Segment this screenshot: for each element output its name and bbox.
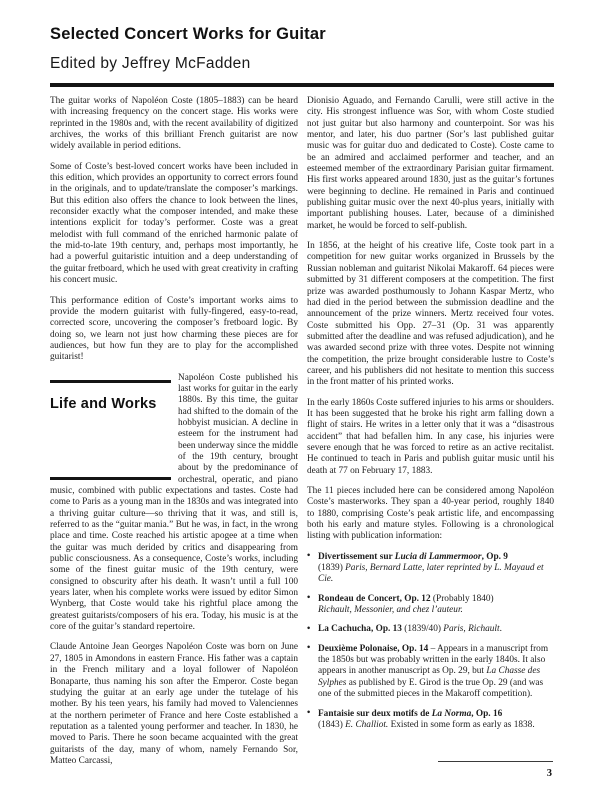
page-title: Selected Concert Works for Guitar <box>50 25 326 43</box>
list-item-work <box>307 594 554 617</box>
work-entry-text: Fantaisie sur deux motifs de La Norma, Op. 16 (1843) E. Challiot. Existed in some form as early as 1838. <box>318 708 535 730</box>
list-item-work <box>307 644 554 701</box>
page-number: 3 <box>546 768 552 779</box>
bullet-icon: • <box>307 551 311 562</box>
paragraph: Napoléon Coste published his last works for guitar in the early 1880s. By this time, the guitar had shifted to the domain of the hobbyist musician. A decline in esteem for the instrument had been underway since the middle of the 19th century, brought about by the predominance of orchestral, operatic, and piano music, combined with public expectations and tastes. Coste had come to Paris as a young man in the 1830s and was integrated into a thriving guitar culture—so thriving that it was, and still is, referred to as the “guitar mania.” But he was, in fact, in the wrong place and time. Coste reached his artistic apogee at a time when the guitar was much derided by critics and disappearing from public consciousness. As a consequence, Coste’s works, including some of the finest guitar music of the 19th century, were consigned to obscurity after his death. It wasn’t until a full 100 years later, when his complete works were issued by editor Simon Wynberg, that Coste would take his rightful place among the greatest guitarists/composers of his era. Today, his music is at the core of the guitar’s standard repertoire. <box>50 372 298 633</box>
paragraph: This performance edition of Coste’s important works aims to provide the modern guitarist with fully-fingered, easy-to-read, corrected score, uncovering the composer’s fretboard logic. By doing so, we learn not just how charming these pieces are for audiences, but how fun they are to play for the accomplished guitarist! <box>50 295 298 363</box>
footer-rule <box>438 761 553 762</box>
work-entry-text: Divertissement sur Lucia di Lammermoor, Op. 9 (1839) Paris, Bernard Latte, later reprinted by L. Mayaud et Cie. <box>318 551 544 585</box>
paragraph: In the early 1860s Coste suffered injuries to his arms or shoulders. It has been suggested that he broke his right arm falling down a flight of stairs. He writes in a letter only that it was a “disastrous accident” that had befallen him. In any case, his injuries were severe enough that he was forced to retire as an active recitalist. He continued to teach in Paris and publish guitar music until his death at 77 on February 17, 1883. <box>307 397 554 476</box>
right-column <box>307 96 554 776</box>
list-item-work <box>307 552 554 586</box>
bullet-icon: • <box>307 623 311 634</box>
bullet-icon: • <box>307 708 311 718</box>
left-column <box>50 96 298 776</box>
header-double-rule <box>50 83 554 87</box>
bullet-icon: • <box>307 643 311 654</box>
paragraph: In 1856, at the height of his creative life, Coste took part in a competition for new guitar works organized in Brussels by the Russian nobleman and guitarist Nikolai Makaroff. 64 pieces were submitted by 31 different composers at the competition. The first prize was awarded posthumously to Johann Kaspar Mertz, who had died in the period between the submission deadline and the announcement of the prize winners. Mertz received four votes. Coste submitted his Opp. 27–31 (Op. 31 was apparently submitted after the deadline and was refused adjudication), and he was awarded second prize with three votes. Despite not winning the competition, the prize brought considerable lustre to Coste’s career, and his publishers did not hesitate to mention this success in the front matter of his printed works. <box>307 241 554 388</box>
list-item-work <box>307 709 554 732</box>
works-list <box>307 552 554 731</box>
two-column-body <box>50 96 554 776</box>
paragraph: Dionisio Aguado, and Fernando Carulli, were still active in the city. His strongest influence was Sor, with whom Coste studied not just guitar but also harmony and counterpoint. Sor was his mentor, and later, his duo partner (Sor’s last published guitar music was for guitar duo and dedicated to Coste). Coste came to be an admired and acclaimed performer and teacher, and an esteemed member of the extraordinary Parisian guitar firmament. His first works appeared around 1830, just as the guitar’s fortunes were beginning to decline. He remained in Paris and continued publishing guitar music over the next 40-plus years, initially with important publishing houses. Later, because of a diminished market, he would be forced to self-publish. <box>307 96 554 231</box>
paragraph: The 11 pieces included here can be considered among Napoléon Coste’s masterworks. They span a 40-year period, roughly 1840 to 1880, comprising Coste’s peak artistic life, and encompassing both his early and mature styles. Following is a chronological listing with publication information: <box>307 486 554 542</box>
section-heading-life-and-works: Life and Works <box>50 380 171 480</box>
paragraph: Some of Coste’s best-loved concert works have been included in this edition, which provides an opportunity to correct errors found in the originals, and to update/translate the composer’s markings. But this edition also offers the chance to look between the lines, reconsider exactly what the composer intended, and make these intentions explicit for today’s performer. Coste was a great melodist with full command of the enriched harmonic palate of the mid-to-late 19th century, and, perhaps most importantly, he had a powerful guitaristic intuition and a deep understanding of the guitar fretboard, which he used with great creativity in crafting his concert music. <box>50 161 298 286</box>
list-item-work <box>307 624 554 635</box>
work-entry-text: Rondeau de Concert, Op. 12 (Probably 1840) Richault, Messonier, and chez l’auteur. <box>318 593 494 616</box>
paragraph: The guitar works of Napoléon Coste (1805–1883) can be heard with increasing frequency on the concert stage. His works were reprinted in the 1980s and, with the recent availability of digitized archives, the works of this brilliant French guitarist are now widely available in period editions. <box>50 96 298 152</box>
page-subtitle: Edited by Jeffrey McFadden <box>50 55 251 72</box>
life-and-works-section <box>50 373 298 634</box>
bullet-icon: • <box>307 593 311 604</box>
work-entry-text: Deuxième Polonaise, Op. 14 – Appears in a manuscript from the 1850s but was probably written in the early 1840s. It also appears in another manuscript as Op. 29, but La Chasse des Sylphes as published by E. Girod is the true Op. 29 (and was one of the submitted pieces in the Makaroff competition). <box>318 643 549 700</box>
work-entry-text: La Cachucha, Op. 13 (1839/40) Paris, Richault. <box>318 624 502 635</box>
page-footer <box>435 761 553 779</box>
paragraph: Claude Antoine Jean Georges Napoléon Coste was born on June 27, 1805 in Amondons in eastern France. His father was a captain in the French military and a loyal follower of Napoléon Bonaparte, thus naming his son after the Emperor. Coste began studying the guitar at an early age under the tutelage of his mother. By his teen years, his family had moved to Valenciennes at the northern perimeter of France and here Coste established a reputation as a talented young performer and teacher. In 1830, he moved to Paris. There he soon became acquainted with the great guitarists of the day, many of whom, namely Fernando Sor, Matteo Carcassi, <box>50 642 298 766</box>
